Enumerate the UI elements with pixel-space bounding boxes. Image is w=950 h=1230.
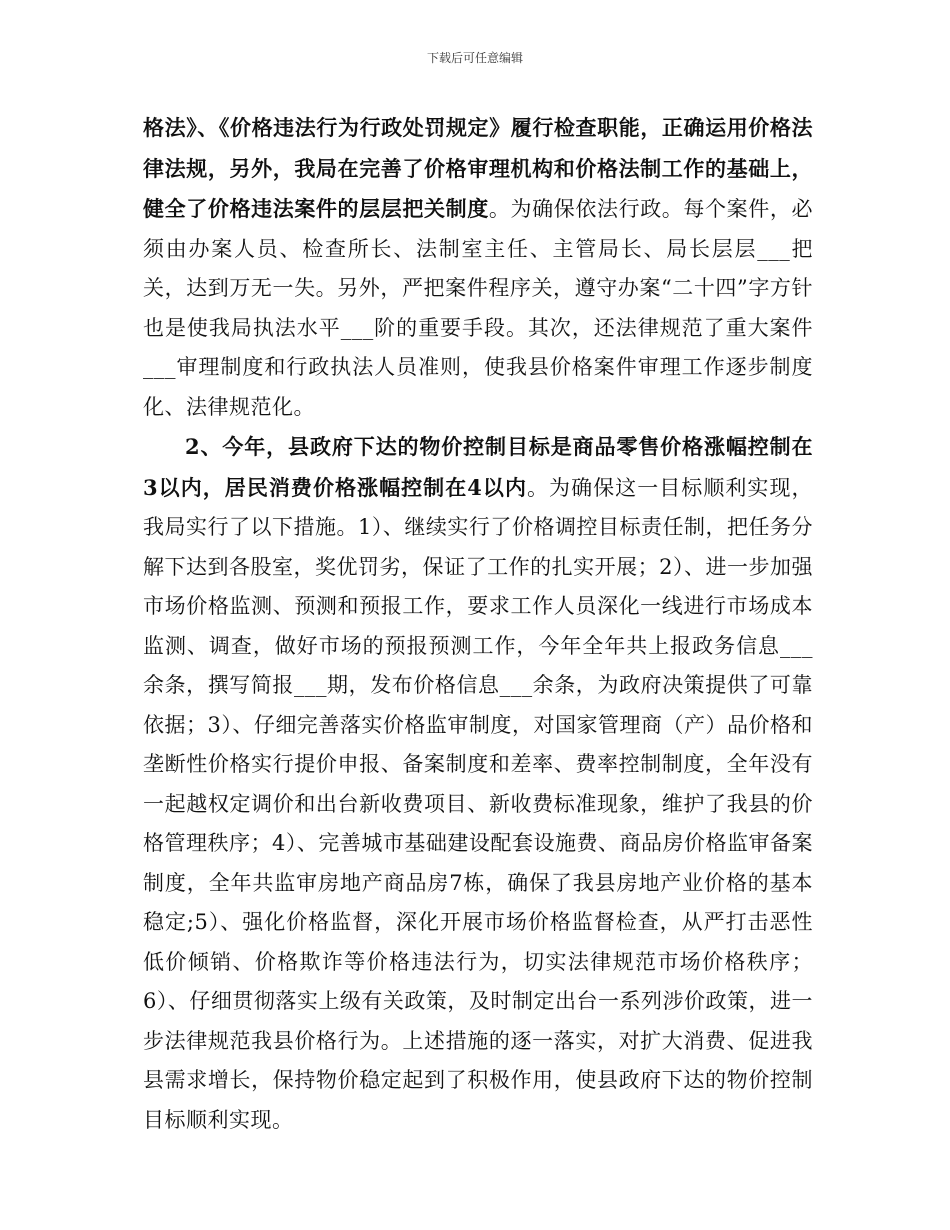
- paragraph-1: [143, 108, 813, 427]
- document-body: [143, 108, 813, 1140]
- paragraph-1-bold-text: 格法》、《价格违法行为行政处罚规定》履行检查职能，正确运用价格法律法规，另外，我局在完善了价格审理机构和价格法制工作的基础上，健全了价格违法案件的层层把关制度: [143, 115, 813, 221]
- paragraph-2-text: 。为确保这一目标顺利实现，我局实行了以下措施。1）、继续实行了价格调控目标责任制，把任务分解下达到各股室，奖优罚劣，保证了工作的扎实开展；2）、进一步加强市场价格监测、预测和预报工作，要求工作人员深化一线进行市场成本监测、调查，做好市场的预报预测工作，今年全年共上报政务信息___余条，撰写简报___期，发布价格信息___余条，为政府决策提供了可靠依据；3）、仔细完善落实价格监审制度，对国家管理商（产）品价格和垄断性价格实行提价申报、备案制度和差率、费率控制制度，全年没有一起越权定调价和出台新收费项目、新收费标准现象，维护了我县的价格管理秩序；4）、完善城市基础建设配套设施费、商品房价格监审备案制度，全年共监审房地产商品房7栋，确保了我县房地产业价格的基本稳定;5）、强化价格监督，深化开展市场价格监督检查，从严打击恶性低价倾销、价格欺诈等价格违法行为，切实法律规范市场价格秩序；6）、仔细贯彻落实上级有关政策，及时制定出台一系列涉价政策，进一步法律规范我县价格行为。上述措施的逐一落实，对扩大消费、促进我县需求增长，保持物价稳定起到了积极作用，使县政府下达的物价控制目标顺利实现。: [143, 475, 813, 1132]
- paragraph-2: [143, 427, 813, 1140]
- page-header: 下载后可任意编辑: [426, 51, 523, 65]
- paragraph-1-text: 。为确保依法行政。每个案件，必须由办案人员、检查所长、法制室主任、主管局长、局长层层___把关，达到万无一失。另外，严把案件程序关，遵守办案“二十四”字方针也是使我局执法水平___阶的重要手段。其次，还法律规范了重大案件___审理制度和行政执法人员准则，使我县价格案件审理工作逐步制度化、法律规范化。: [143, 197, 814, 419]
- paragraph-2-bold-text: 2、今年，县政府下达的物价控制目标是商品零售价格涨幅控制在3以内，居民消费价格涨幅控制在4以内: [143, 434, 813, 500]
